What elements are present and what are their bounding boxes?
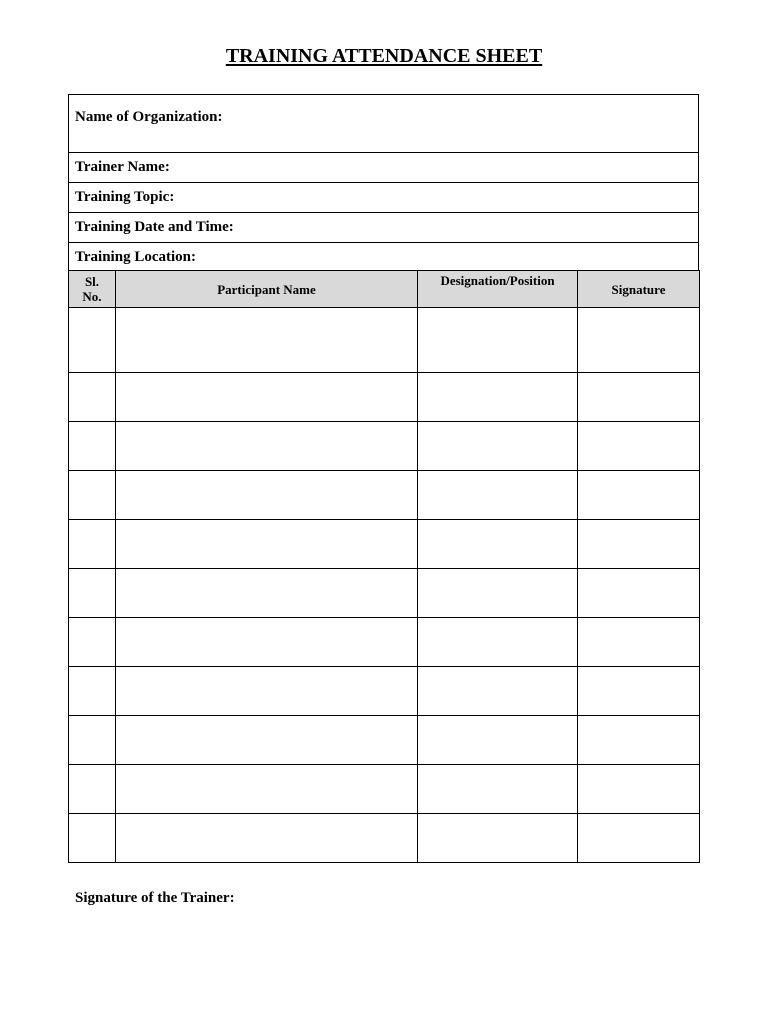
table-row [69, 422, 700, 471]
cell-designation[interactable] [418, 569, 578, 618]
cell-sl-no[interactable] [69, 765, 116, 814]
training-date-time-row[interactable] [69, 213, 698, 243]
header-sl-no-line1: Sl. [84, 274, 100, 289]
table-row [69, 618, 700, 667]
cell-designation[interactable] [418, 373, 578, 422]
cell-sl-no[interactable] [69, 618, 116, 667]
cell-designation[interactable] [418, 471, 578, 520]
cell-signature[interactable] [578, 618, 700, 667]
header-signature: Signature [578, 271, 700, 308]
cell-signature[interactable] [578, 716, 700, 765]
header-sl-no-line2: No. [82, 289, 102, 304]
table-row [69, 569, 700, 618]
training-date-time-label: Training Date and Time: [75, 219, 234, 235]
cell-participant-name[interactable] [116, 422, 418, 471]
cell-participant-name[interactable] [116, 667, 418, 716]
cell-sl-no[interactable] [69, 814, 116, 863]
cell-designation[interactable] [418, 765, 578, 814]
table-row [69, 814, 700, 863]
cell-signature[interactable] [578, 308, 700, 373]
table-header-row [69, 271, 700, 308]
cell-sl-no[interactable] [69, 520, 116, 569]
cell-signature[interactable] [578, 422, 700, 471]
cell-participant-name[interactable] [116, 373, 418, 422]
table-row [69, 471, 700, 520]
cell-sl-no[interactable] [69, 716, 116, 765]
trainer-name-row[interactable] [69, 153, 698, 183]
header-sl-no [69, 271, 116, 308]
cell-participant-name[interactable] [116, 569, 418, 618]
page-title-text: TRAINING ATTENDANCE SHEET [225, 45, 543, 67]
cell-participant-name[interactable] [116, 308, 418, 373]
cell-participant-name[interactable] [116, 618, 418, 667]
cell-sl-no[interactable] [69, 471, 116, 520]
cell-sl-no[interactable] [69, 569, 116, 618]
cell-designation[interactable] [418, 618, 578, 667]
cell-sl-no[interactable] [69, 373, 116, 422]
training-location-row[interactable] [69, 243, 698, 273]
organization-row[interactable] [69, 95, 698, 153]
cell-signature[interactable] [578, 471, 700, 520]
table-row [69, 667, 700, 716]
cell-designation[interactable] [418, 422, 578, 471]
cell-designation[interactable] [418, 667, 578, 716]
table-row [69, 716, 700, 765]
cell-signature[interactable] [578, 569, 700, 618]
cell-signature[interactable] [578, 765, 700, 814]
cell-signature[interactable] [578, 520, 700, 569]
cell-signature[interactable] [578, 667, 700, 716]
trainer-name-label: Trainer Name: [75, 159, 170, 175]
page-title [0, 43, 768, 69]
cell-signature[interactable] [578, 373, 700, 422]
cell-participant-name[interactable] [116, 520, 418, 569]
cell-participant-name[interactable] [116, 765, 418, 814]
cell-designation[interactable] [418, 308, 578, 373]
info-block [68, 94, 699, 273]
cell-designation[interactable] [418, 814, 578, 863]
table-row [69, 520, 700, 569]
trainer-signature-label: Signature of the Trainer: [75, 890, 235, 906]
organization-label: Name of Organization: [75, 109, 223, 125]
table-row [69, 373, 700, 422]
cell-participant-name[interactable] [116, 716, 418, 765]
training-topic-row[interactable] [69, 183, 698, 213]
cell-sl-no[interactable] [69, 308, 116, 373]
table-row [69, 765, 700, 814]
header-participant-name: Participant Name [116, 271, 418, 308]
cell-sl-no[interactable] [69, 422, 116, 471]
cell-participant-name[interactable] [116, 471, 418, 520]
attendance-table [68, 270, 700, 863]
cell-signature[interactable] [578, 814, 700, 863]
cell-participant-name[interactable] [116, 814, 418, 863]
cell-designation[interactable] [418, 520, 578, 569]
training-location-label: Training Location: [75, 249, 196, 265]
header-designation: Designation/Position [418, 271, 578, 308]
cell-sl-no[interactable] [69, 667, 116, 716]
cell-designation[interactable] [418, 716, 578, 765]
table-row [69, 308, 700, 373]
training-topic-label: Training Topic: [75, 189, 175, 205]
